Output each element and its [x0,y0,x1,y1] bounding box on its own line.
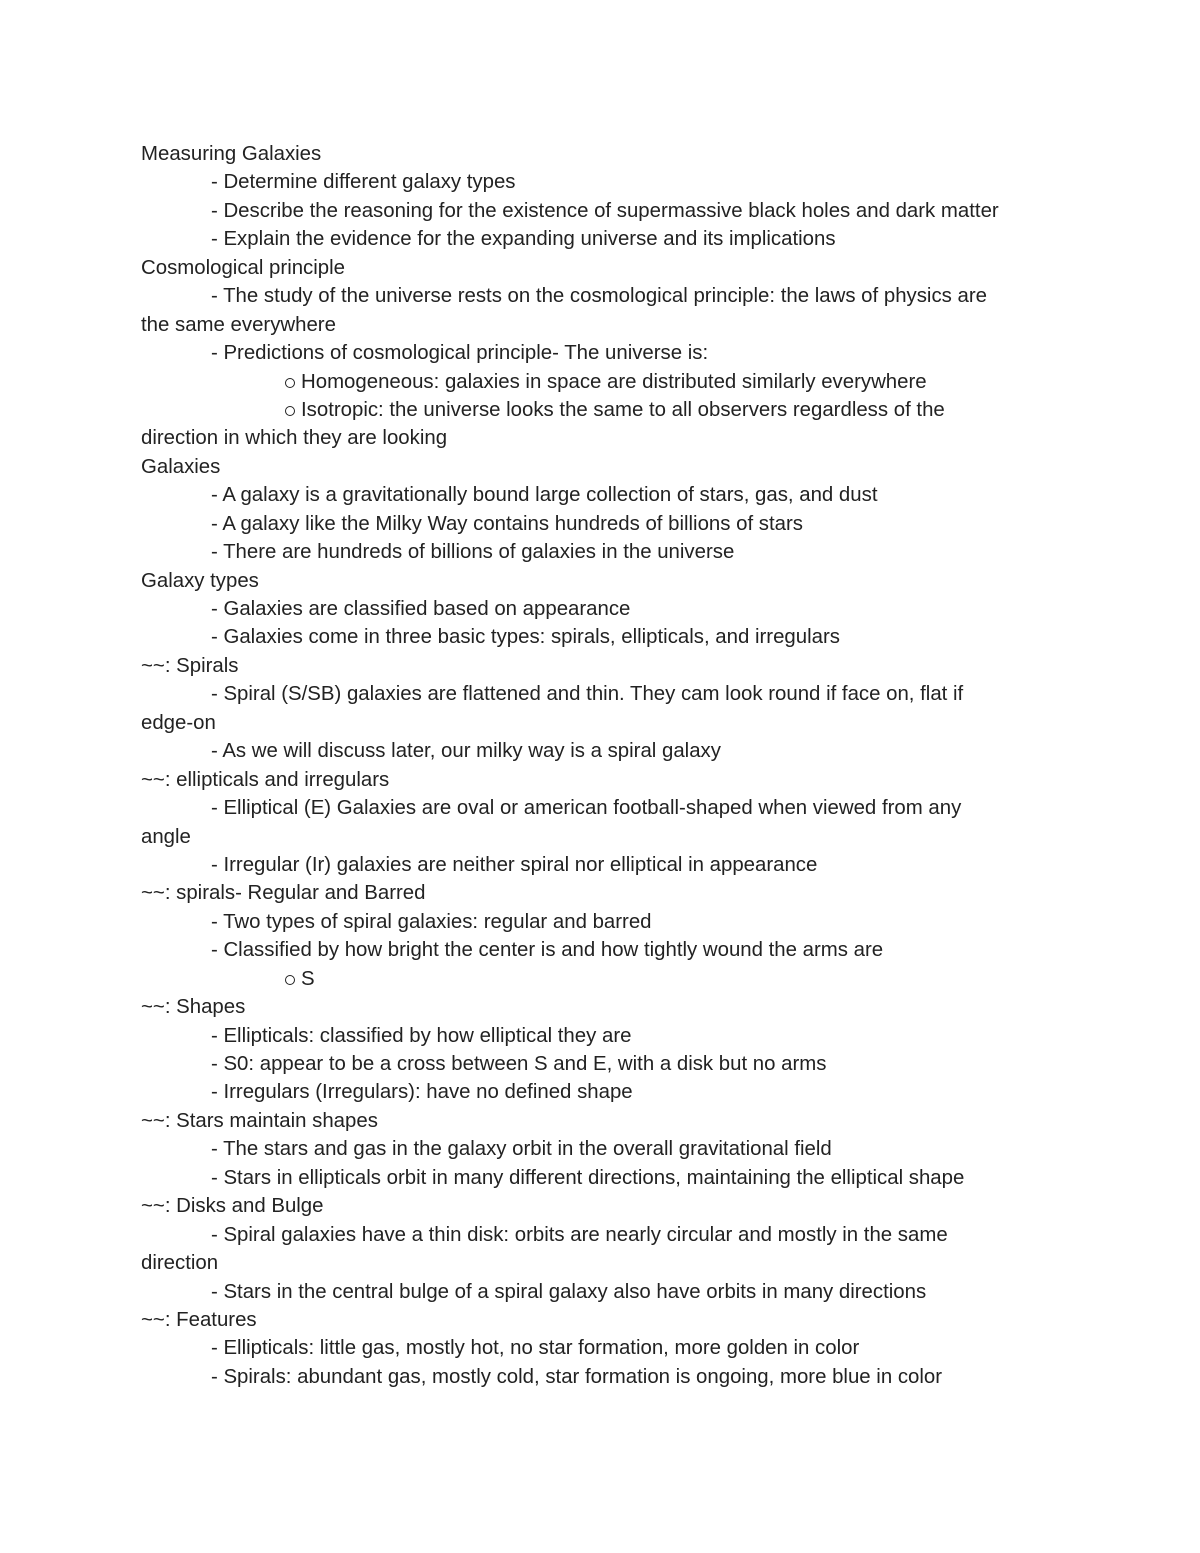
line-text: direction in which they are looking [141,427,448,450]
hollow-circle-bullet-icon [285,378,295,388]
line-text: - Determine different galaxy types [211,171,516,194]
bullet-line [141,794,1061,822]
line-text: ~~: Disks and Bulge [141,1195,324,1218]
line-text: - Elliptical (E) Galaxies are oval or american football-shaped when viewed from any [211,797,962,820]
heading-line [141,1306,1061,1334]
bullet-line [141,538,1061,566]
hollow-circle-bullet-icon [285,406,295,416]
bullet-line [141,168,1061,196]
line-text: - The study of the universe rests on the cosmological principle: the laws of physics are [211,285,987,308]
bullet-line [141,1278,1061,1306]
line-text: - Irregulars (Irregulars): have no defined shape [211,1081,633,1104]
line-text: - A galaxy is a gravitationally bound large collection of stars, gas, and dust [211,484,878,507]
line-text: - A galaxy like the Milky Way contains hundreds of billions of stars [211,512,803,535]
bullet-line [141,737,1061,765]
document-page [141,140,1061,1391]
heading-line [141,993,1061,1021]
line-text: - Stars in the central bulge of a spiral galaxy also have orbits in many directions [211,1280,927,1303]
line-text: - There are hundreds of billions of galaxies in the universe [211,541,735,564]
line-text: Measuring Galaxies [141,143,322,165]
sub-bullet-line [141,965,1061,993]
line-text: direction [141,1252,219,1275]
sub-bullet-line [141,396,1061,424]
line-text: - Ellipticals: little gas, mostly hot, no star formation, more golden in color [211,1337,860,1360]
bullet-line [141,936,1061,964]
bullet-line [141,1164,1061,1192]
heading-line [141,709,1061,737]
line-text: edge-on [141,711,216,734]
line-text: - The stars and gas in the galaxy orbit in the overall gravitational field [211,1138,832,1161]
line-text: angle [141,825,191,848]
line-text: - Explain the evidence for the expanding universe and its implications [211,228,836,251]
heading-line [141,254,1061,282]
bullet-line [141,282,1061,310]
heading-line [141,567,1061,595]
bullet-line [141,1334,1061,1362]
bullet-line [141,225,1061,253]
bullet-line [141,1050,1061,1078]
bullet-line [141,908,1061,936]
line-text: - As we will discuss later, our milky way is a spiral galaxy [211,740,721,763]
heading-line [141,424,1061,452]
bullet-line [141,481,1061,509]
line-text: Homogeneous: galaxies in space are distributed similarly everywhere [301,370,927,393]
sub-bullet-line [141,368,1061,396]
line-text: - Stars in ellipticals orbit in many different directions, maintaining the elliptical shape [211,1166,965,1189]
heading-line [141,652,1061,680]
heading-line [141,1107,1061,1135]
line-text: the same everywhere [141,313,336,336]
line-text: Galaxy types [141,569,259,592]
bullet-line [141,1135,1061,1163]
line-text: - Describe the reasoning for the existence of supermassive black holes and dark matter [211,199,999,222]
bullet-line [141,510,1061,538]
line-text: - Spiral galaxies have a thin disk: orbits are nearly circular and mostly in the same [211,1223,948,1246]
heading-line [141,140,1061,168]
bullet-line [141,339,1061,367]
bullet-line [141,851,1061,879]
heading-line [141,453,1061,481]
heading-line [141,766,1061,794]
line-text: Cosmological principle [141,256,345,279]
heading-line [141,311,1061,339]
line-text: - Spirals: abundant gas, mostly cold, star formation is ongoing, more blue in color [211,1365,943,1388]
hollow-circle-bullet-icon [285,975,295,985]
line-text: - Galaxies come in three basic types: spirals, ellipticals, and irregulars [211,626,840,649]
line-text: - Irregular (Ir) galaxies are neither spiral nor elliptical in appearance [211,853,818,876]
bullet-line [141,1363,1061,1391]
line-text: Isotropic: the universe looks the same to all observers regardless of the [301,398,945,421]
line-text: S [301,967,315,990]
line-text: - Spiral (S/SB) galaxies are flattened and thin. They cam look round if face on, flat if [211,683,964,706]
line-text: ~~: Features [141,1308,257,1331]
line-text: ~~: spirals- Regular and Barred [141,882,426,905]
line-text: - Two types of spiral galaxies: regular and barred [211,910,652,933]
heading-line [141,879,1061,907]
line-text: - Ellipticals: classified by how elliptical they are [211,1024,632,1047]
bullet-line [141,1078,1061,1106]
bullet-line [141,623,1061,651]
line-text: ~~: Stars maintain shapes [141,1109,378,1132]
line-text: - Galaxies are classified based on appearance [211,598,631,620]
line-text: ~~: ellipticals and irregulars [141,768,390,791]
line-text: Galaxies [141,455,221,478]
line-text: ~~: Shapes [141,996,246,1019]
line-text: - Predictions of cosmological principle- The universe is: [211,342,709,365]
bullet-line [141,1221,1061,1249]
bullet-line [141,1022,1061,1050]
heading-line [141,1192,1061,1220]
heading-line [141,823,1061,851]
heading-line [141,1249,1061,1277]
line-text: - Classified by how bright the center is and how tightly wound the arms are [211,939,884,962]
bullet-line [141,680,1061,708]
bullet-line [141,197,1061,225]
bullet-line [141,595,1061,623]
line-text: - S0: appear to be a cross between S and E, with a disk but no arms [211,1053,827,1075]
line-text: ~~: Spirals [141,654,239,677]
